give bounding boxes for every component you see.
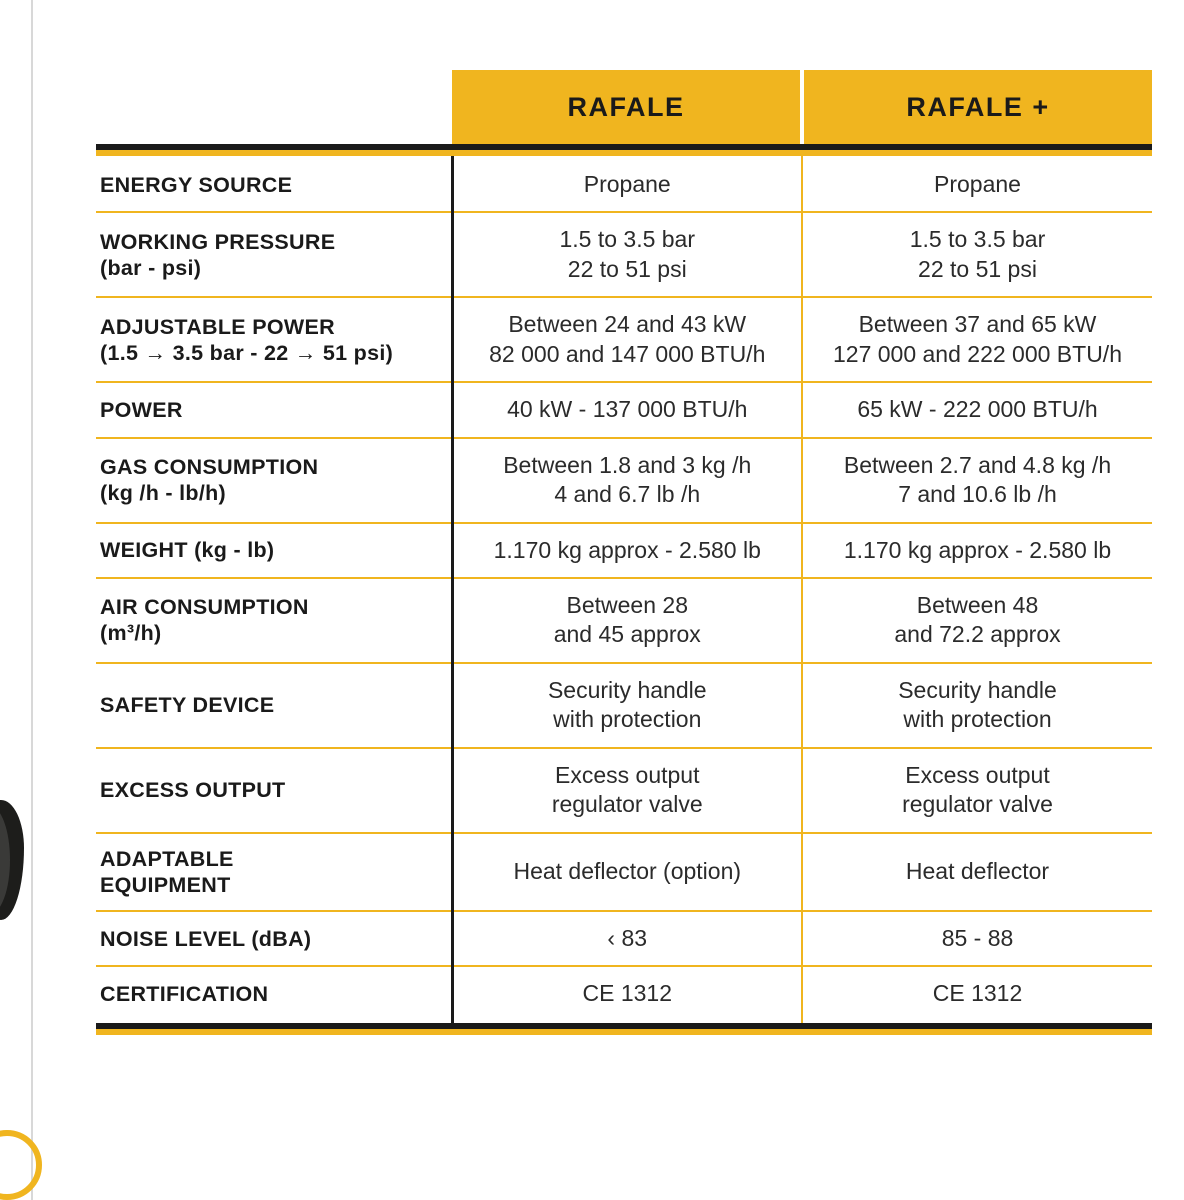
- page-left-rule: [31, 0, 33, 1200]
- table-row: [96, 383, 1152, 436]
- row-value: [803, 579, 1152, 662]
- row-value-line: Between 28: [566, 591, 688, 618]
- row-value-cell-rafale-plus: [802, 749, 1152, 832]
- table-footer-bars: [96, 1023, 1152, 1035]
- row-value-line: CE 1312: [932, 980, 1023, 1007]
- table-row: [96, 158, 1152, 211]
- row-label: [96, 582, 451, 658]
- table-row: [96, 524, 1152, 577]
- row-value-line: with protection: [553, 706, 702, 733]
- table-row: [96, 912, 1152, 965]
- row-label-line: ENERGY SOURCE: [100, 172, 293, 197]
- row-value-line: Between 24 and 43 kW: [508, 311, 747, 338]
- row-value-cell-rafale-plus: [802, 158, 1152, 211]
- row-value-line: Between 48: [916, 591, 1039, 618]
- row-value-cell-rafale-plus: [802, 912, 1152, 965]
- row-value-line: 7 and 10.6 lb /h: [898, 481, 1057, 508]
- row-label-subline: (kg /h - lb/h): [100, 481, 227, 506]
- header-label-rafale-plus: RAFALE +: [804, 70, 1152, 144]
- row-value-cell-rafale: [452, 298, 802, 381]
- header-label-rafale: RAFALE: [452, 70, 800, 144]
- row-value-cell-rafale: [452, 383, 802, 436]
- row-label-cell: [96, 579, 452, 662]
- row-label-cell: [96, 158, 452, 211]
- row-value: [803, 158, 1152, 211]
- row-value-line: 1.170 kg approx - 2.580 lb: [843, 536, 1112, 563]
- row-value-line: regulator valve: [902, 791, 1053, 818]
- header-blank-cell: [96, 70, 452, 144]
- row-value-cell-rafale: [452, 664, 802, 747]
- row-label-subline: EQUIPMENT: [100, 872, 231, 897]
- table-header: [96, 70, 1152, 144]
- row-value-cell-rafale: [452, 967, 802, 1020]
- row-value-line: Between 2.7 and 4.8 kg /h: [843, 451, 1112, 478]
- row-value-line: Propane: [583, 171, 671, 197]
- row-value: [803, 845, 1152, 898]
- table-row: [96, 967, 1152, 1020]
- row-value: [454, 439, 802, 522]
- row-value-line: Heat deflector: [905, 858, 1050, 885]
- row-value-line: Heat deflector (option): [513, 858, 742, 885]
- row-label: [96, 680, 451, 730]
- table-row: [96, 834, 1152, 910]
- row-value: [454, 664, 802, 747]
- row-label-cell: [96, 834, 452, 910]
- row-value: [803, 383, 1152, 436]
- table-row: [96, 298, 1152, 381]
- row-label-line: POWER: [100, 397, 183, 422]
- specification-table: [96, 70, 1152, 1035]
- row-value-line: 65 kW - 222 000 BTU/h: [857, 396, 1098, 423]
- row-value-cell-rafale-plus: [802, 524, 1152, 577]
- row-value-cell-rafale: [452, 439, 802, 522]
- row-value-line: and 72.2 approx: [894, 621, 1061, 648]
- row-label: [96, 525, 451, 575]
- table-row: [96, 664, 1152, 747]
- row-value-line: 4 and 6.7 lb /h: [554, 481, 701, 508]
- row-label: [96, 914, 451, 964]
- row-value: [454, 524, 802, 577]
- row-value-cell-rafale: [452, 524, 802, 577]
- row-value: [454, 298, 802, 381]
- row-value-line: 1.170 kg approx - 2.580 lb: [493, 536, 761, 563]
- row-value-line: 1.5 to 3.5 bar: [559, 226, 696, 253]
- row-value-line: Excess output: [905, 761, 1050, 788]
- row-value-cell-rafale-plus: [802, 439, 1152, 522]
- table-header-row: [96, 70, 1152, 144]
- row-value-cell-rafale: [452, 749, 802, 832]
- row-value: [454, 383, 802, 436]
- row-value: [803, 213, 1152, 296]
- row-label-line: SAFETY DEVICE: [100, 693, 275, 718]
- row-value: [803, 524, 1152, 577]
- header-cell-rafale-plus: [802, 70, 1152, 144]
- row-label-cell: [96, 213, 452, 296]
- footer-underline-yellow: [96, 1029, 1152, 1035]
- row-value-cell-rafale: [452, 579, 802, 662]
- row-label-line: CERTIFICATION: [100, 982, 269, 1007]
- table-row: [96, 439, 1152, 522]
- row-value-cell-rafale-plus: [802, 213, 1152, 296]
- row-value: [803, 749, 1152, 832]
- row-label-cell: [96, 439, 452, 522]
- row-label-cell: [96, 298, 452, 381]
- row-value-line: regulator valve: [551, 791, 703, 818]
- row-value-line: 22 to 51 psi: [918, 255, 1037, 282]
- row-value-line: 40 kW - 137 000 BTU/h: [507, 396, 748, 423]
- row-label-cell: [96, 967, 452, 1020]
- row-value-line: Excess output: [555, 761, 700, 788]
- row-value: [803, 967, 1152, 1020]
- row-label-cell: [96, 664, 452, 747]
- row-value-line: Security handle: [547, 676, 707, 703]
- row-value: [454, 967, 802, 1020]
- row-label: [96, 442, 451, 518]
- row-label: [96, 160, 451, 210]
- row-value: [454, 845, 802, 898]
- row-value-cell-rafale-plus: [802, 579, 1152, 662]
- row-label-line: GAS CONSUMPTION: [100, 454, 319, 479]
- row-label-line: NOISE LEVEL (dBA): [100, 926, 312, 951]
- row-label-subline: (1.5 → 3.5 bar - 22 → 51 psi): [100, 340, 394, 365]
- row-value-line: 82 000 and 147 000 BTU/h: [489, 340, 766, 367]
- row-label: [96, 302, 451, 378]
- row-value-cell-rafale-plus: [802, 834, 1152, 910]
- row-value-line: 127 000 and 222 000 BTU/h: [832, 340, 1122, 367]
- row-value-cell-rafale: [452, 213, 802, 296]
- row-value: [454, 158, 802, 211]
- row-label-cell: [96, 912, 452, 965]
- row-value-cell-rafale: [452, 912, 802, 965]
- row-value-line: Between 1.8 and 3 kg /h: [503, 451, 752, 478]
- row-label-cell: [96, 383, 452, 436]
- row-value: [803, 298, 1152, 381]
- row-value-cell-rafale: [452, 158, 802, 211]
- row-label-cell: [96, 749, 452, 832]
- row-label-line: WEIGHT (kg - lb): [100, 538, 275, 563]
- row-value-cell-rafale: [452, 834, 802, 910]
- row-value-line: Security handle: [898, 676, 1057, 703]
- row-label-subline: (bar - psi): [100, 255, 202, 280]
- row-label-line: ADAPTABLE: [100, 846, 234, 871]
- row-value: [803, 664, 1152, 747]
- row-value-cell-rafale-plus: [802, 664, 1152, 747]
- row-value: [454, 749, 802, 832]
- row-value: [454, 213, 802, 296]
- table-body: [96, 144, 1152, 158]
- row-label: [96, 385, 451, 435]
- row-value: [454, 579, 802, 662]
- row-value-line: Propane: [934, 171, 1021, 197]
- row-value-cell-rafale-plus: [802, 967, 1152, 1020]
- row-label-line: WORKING PRESSURE: [100, 229, 336, 254]
- row-label-line: AIR CONSUMPTION: [100, 595, 309, 620]
- row-value-line: and 45 approx: [553, 621, 701, 648]
- row-label: [96, 765, 451, 815]
- row-value-line: 1.5 to 3.5 bar: [909, 226, 1046, 253]
- table-row: [96, 579, 1152, 662]
- row-label: [96, 217, 451, 293]
- header-cell-rafale: [452, 70, 802, 144]
- row-value: [803, 912, 1152, 965]
- specification-table-container: [96, 70, 1152, 1035]
- row-label-line: EXCESS OUTPUT: [100, 778, 286, 803]
- row-value: [803, 439, 1152, 522]
- row-value-line: with protection: [903, 706, 1052, 733]
- table-row: [96, 213, 1152, 296]
- row-value-line: 22 to 51 psi: [567, 255, 687, 282]
- row-label: [96, 969, 451, 1019]
- row-label: [96, 834, 451, 910]
- row-value-line: ‹ 83: [607, 925, 648, 951]
- row-label-subline: (m³/h): [100, 621, 162, 646]
- decorative-ring-yellow: [0, 1130, 42, 1200]
- row-value: [454, 912, 802, 965]
- row-value-cell-rafale-plus: [802, 383, 1152, 436]
- table-rows: [96, 158, 1152, 1023]
- row-value-cell-rafale-plus: [802, 298, 1152, 381]
- table-row: [96, 749, 1152, 832]
- row-label-line: ADJUSTABLE POWER: [100, 314, 335, 339]
- row-value-line: Between 37 and 65 kW: [858, 311, 1097, 338]
- row-label-cell: [96, 524, 452, 577]
- row-value-line: 85 - 88: [941, 925, 1014, 951]
- row-value-line: CE 1312: [582, 980, 672, 1007]
